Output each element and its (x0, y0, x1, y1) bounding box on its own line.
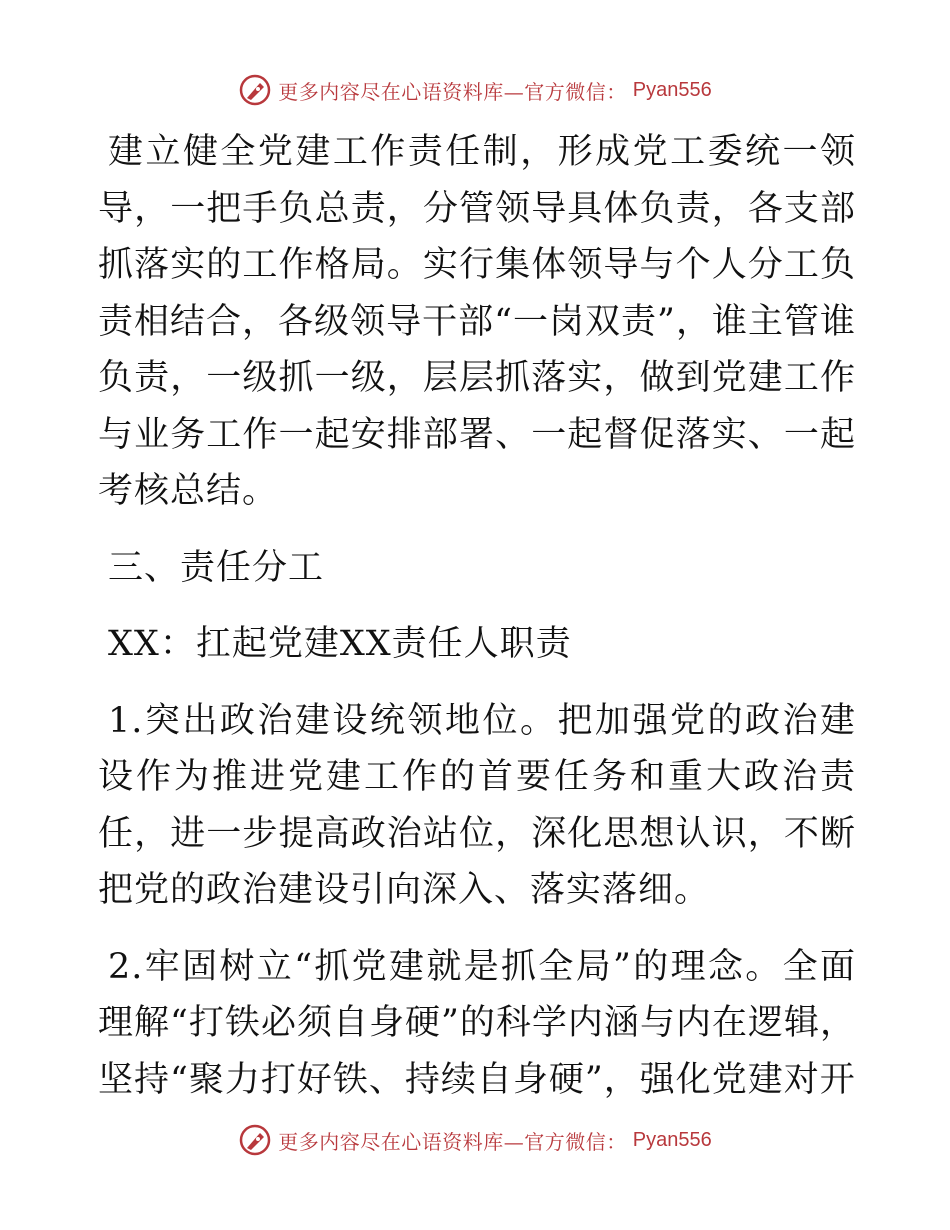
paragraph-responsibility-system: 建立健全党建工作责任制，形成党工委统一领导，一把手负总责，分管领导具体负责，各支部抓落实的工作格局。实行集体领导与个人分工负责相结合，各级领导干部“一岗双责”，谁主管谁负责，一级抓一级，层层抓落实，做到党建工作与业务工作一起安排部署、一起督促落实、一起考核总结。 (98, 132, 856, 511)
watermark-header (0, 70, 950, 110)
section-heading-division: 三、责任分工 (108, 547, 325, 588)
watermark-wechat-id: Pyan556 (632, 78, 712, 101)
watermark-text: 更多内容尽在心语资料库—官方微信： (278, 1129, 627, 1154)
document-body (98, 124, 856, 1108)
watermark-footer (0, 1120, 950, 1160)
paragraph-item-1: 1.突出政治建设统领地位。把加强党的政治建设作为推进党建工作的首要任务和重大政治责任，进一步提高政治站位，深化思想认识，不断把党的政治建设引向深入、落实落细。 (98, 700, 856, 910)
watermark-text: 更多内容尽在心语资料库—官方微信： (278, 79, 627, 104)
pen-nib-logo-icon (238, 73, 272, 107)
paragraph-item-2: 2.牢固树立“抓党建就是抓全局”的理念。全面理解“打铁必须自身硬”的科学内涵与内在逻辑，坚持“聚力打好铁、持续自身硬”，强化党建对开 (98, 946, 856, 1100)
pen-nib-logo-icon (238, 1123, 272, 1157)
watermark-wechat-id: Pyan556 (632, 1128, 712, 1151)
subheading-responsible-person: XX：扛起党建XX责任人职责 (108, 624, 572, 664)
